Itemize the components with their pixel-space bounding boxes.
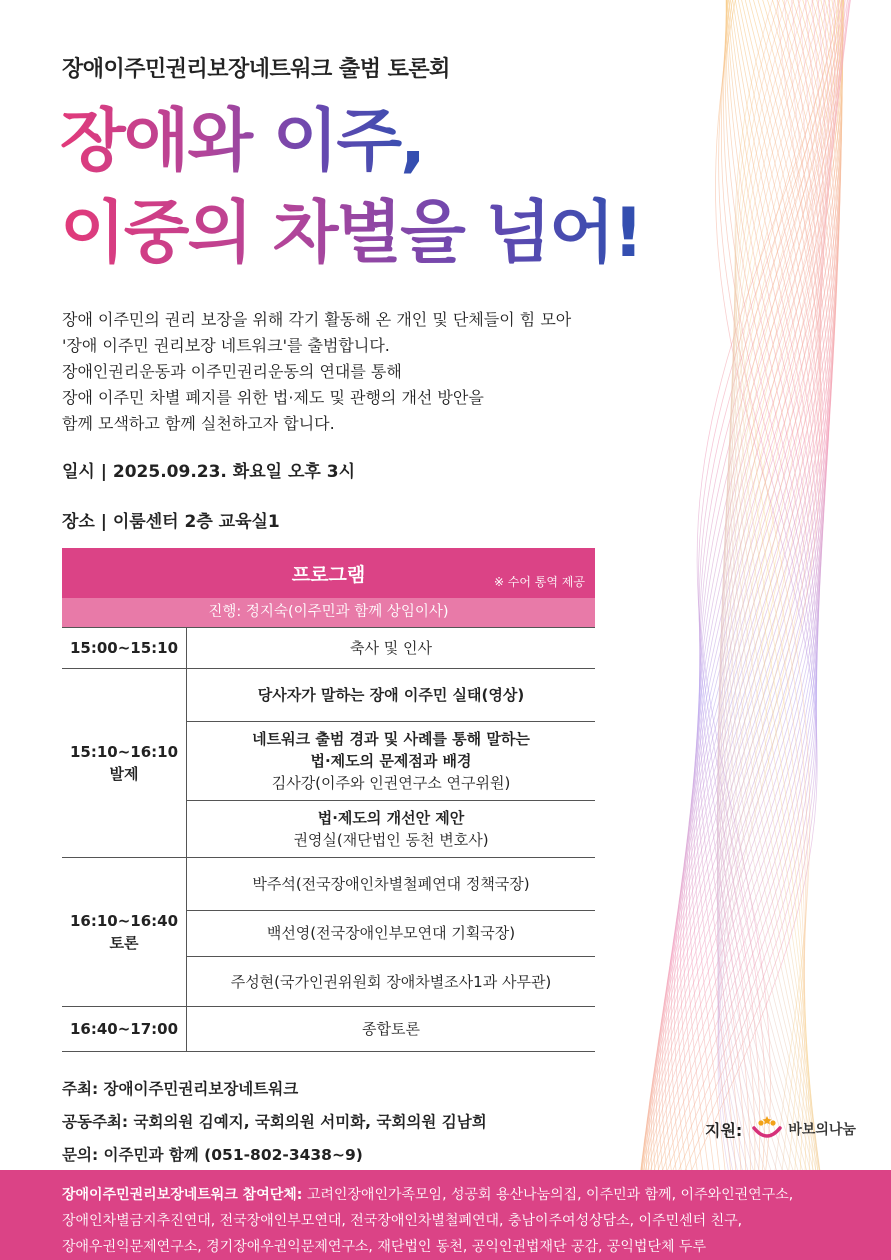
sponsor-name: 바보의나눔 [788,1122,856,1138]
program-header [62,548,595,598]
program-rows [62,627,595,1052]
program-table [62,548,595,1052]
sponsor-block [705,1114,856,1144]
program-item-title: 당사자가 말하는 장애 이주민 실태(영상) [257,685,525,704]
program-row [62,858,595,1007]
sign-language-note: ※ 수어 통역 제공 [493,575,585,589]
event-date: 일시 | 2025.09.23. 화요일 오후 3시 [62,462,356,482]
program-time: 15:10~16:10 [69,743,179,761]
program-item-title-cont: 법·제도의 문제점과 배경 [310,752,472,770]
event-subtitle: 장애이주민권리보장네트워크 출범 토론회 [62,57,450,82]
headline-line-1: 장애와 이주, [60,102,424,181]
program-item [187,801,595,857]
program-item-person: 권영실(재단법인 동천 변호사) [293,831,489,850]
program-item-person: 박주석(전국장애인차별철폐연대 정책국장) [252,874,530,893]
intro-line: 함께 모색하고 함께 실천하고자 합니다. [62,414,335,433]
organizer-info [62,1073,487,1172]
program-item-person: 주성현(국가인권위원회 장애차별조사1과 사무관) [230,972,552,991]
intro-paragraph [62,307,622,437]
headline-line-2: 이중의 차별을 넘어! [60,194,642,273]
participants-line-2: 장애인차별금지추진연대, 전국장애인부모연대, 전국장애인차별철폐연대, 충남이주여성상담소, 이주민센터 친구, [62,1213,743,1229]
participants-bar [0,1170,891,1260]
host-line: 주최: 장애이주민권리보장네트워크 [62,1080,299,1098]
sponsor-label: 지원: [705,1120,743,1140]
cohost-line: 공동주최: 국회의원 김예지, 국회의원 서미화, 국회의원 김남희 [62,1113,487,1131]
program-item [187,911,595,958]
program-time-cell [62,669,187,857]
intro-line: '장애 이주민 권리보장 네트워크'를 출범합니다. [62,336,390,355]
participants-text: 고려인장애인가족모임, 성공회 용산나눔의집, 이주민과 함께, 이주와인권연구소, [302,1187,794,1203]
participants-line-3: 장애우권익문제연구소, 경기장애우권익문제연구소, 재단법인 동천, 공익인권법재단 공감, 공익법단체 두루 [62,1239,707,1255]
program-session-label: 토론 [109,934,139,952]
program-row [62,669,595,858]
program-time: 16:10~16:40 [69,912,179,930]
program-item [187,957,595,1006]
event-place: 장소 | 이룸센터 2층 교육실1 [62,512,280,532]
program-time: 15:00~15:10 [69,639,179,657]
program-item [187,858,595,911]
program-time-cell [62,858,187,1006]
program-time-cell [62,628,187,668]
program-item-person: 김사강(이주와 인권연구소 연구위원) [271,774,511,792]
program-item-person: 백선영(전국장애인부모연대 기획국장) [266,924,516,943]
intro-line: 장애인권리운동과 이주민권리운동의 연대를 통해 [62,362,402,381]
program-item [187,1007,595,1051]
program-item [187,628,595,668]
program-row [62,627,595,669]
program-item [187,722,595,802]
program-session-label: 발제 [109,765,139,783]
participants-label: 장애이주민권리보장네트워크 참여단체: [62,1187,303,1203]
program-item-title: 법·제도의 개선안 제안 [317,809,465,828]
program-item [187,669,595,722]
program-time: 16:40~17:00 [69,1020,179,1038]
program-row [62,1007,595,1052]
intro-line: 장애 이주민의 권리 보장을 위해 각기 활동해 온 개인 및 단체들이 힘 모아 [62,310,572,329]
program-item-title: 종합토론 [362,1020,420,1038]
participants-line-1 [62,1182,891,1208]
program-title: 프로그램 [291,564,366,586]
program-time-cell [62,1007,187,1051]
program-item-title: 축사 및 인사 [350,639,432,657]
program-item-title: 네트워크 출범 경과 및 사례를 통해 말하는 [252,730,530,748]
smile-heart-logo-icon [750,1114,784,1144]
contact-line: 문의: 이주민과 함께 (051-802-3438~9) [62,1146,363,1164]
program-moderator: 진행: 정지숙(이주민과 함께 상임이사) [62,598,595,627]
intro-line: 장애 이주민 차별 폐지를 위한 법·제도 및 관행의 개선 방안을 [62,388,484,407]
